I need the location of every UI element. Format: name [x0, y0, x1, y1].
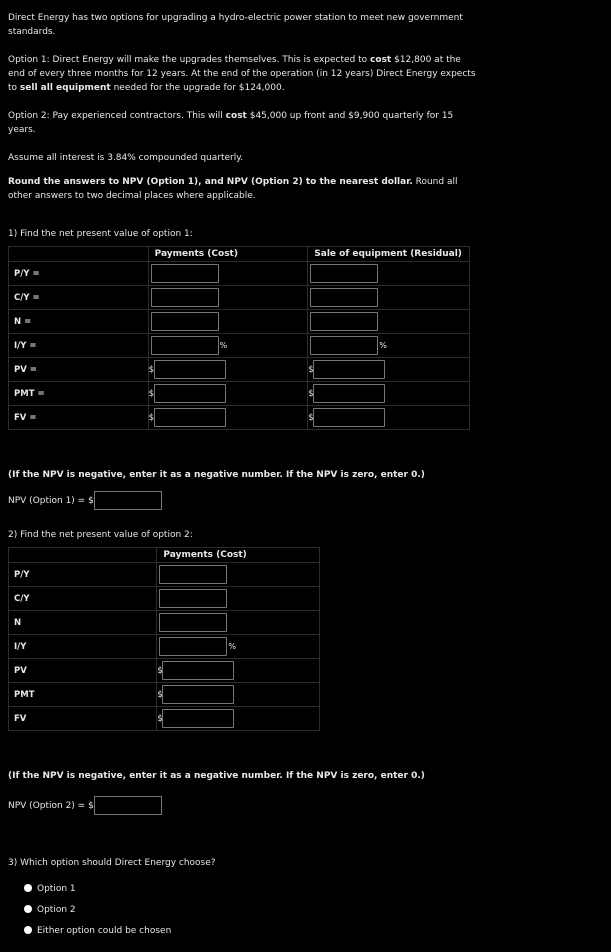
rounding-bold: Round the answers to NPV (Option 1), and NPV (Option 2) to the nearest dollar. [8, 177, 413, 187]
radio-option-2[interactable] [24, 903, 76, 917]
dollar-sign: $ [308, 388, 314, 399]
q1-header-payments: Payments (Cost) [148, 247, 308, 262]
q1-pmt-payments-input[interactable] [154, 384, 226, 403]
q2-title: 2) Find the net present value of option 2: [8, 530, 193, 540]
q2-row-label: I/Y [9, 635, 157, 659]
q2-cell [157, 683, 320, 707]
q2-row-label: C/Y [9, 587, 157, 611]
option1-sell-bold: sell all equipment [19, 83, 111, 93]
q2-pv-input[interactable] [162, 661, 234, 680]
q2-cell [157, 707, 320, 731]
q2-table [8, 547, 320, 731]
q2-cell [157, 635, 320, 659]
q1-cell [308, 286, 470, 310]
q1-cy-sale-input[interactable] [310, 288, 378, 307]
option1-description [8, 53, 478, 95]
option1-text-e: needed for the upgrade for $124,000. [110, 83, 285, 93]
q2-row-label: PMT [9, 683, 157, 707]
q2-cy-input[interactable] [159, 589, 227, 608]
q2-cell [157, 563, 320, 587]
q1-row-label: C/Y = [9, 286, 149, 310]
dollar-sign: $ [157, 713, 163, 724]
intro-text: Direct Energy has two options for upgrading a hydro-electric power station to meet new government standards. [8, 13, 463, 37]
q2-cell [157, 611, 320, 635]
q1-cell [148, 262, 308, 286]
q2-row-label: N [9, 611, 157, 635]
option2-description [8, 109, 478, 137]
q1-cy-payments-input[interactable] [151, 288, 219, 307]
dollar-sign: $ [148, 412, 155, 423]
dollar-sign: $ [308, 412, 314, 423]
q2-npv-note: (If the NPV is negative, enter it as a negative number. If the NPV is zero, enter 0.) [8, 771, 425, 781]
q1-table [8, 246, 470, 430]
interest-statement: Assume all interest is 3.84% compounded quarterly. [8, 153, 244, 163]
option2-text-c: $45,000 up front and $9,900 quarterly for 15 years. [8, 111, 454, 135]
q2-py-input[interactable] [159, 565, 227, 584]
q2-cell [157, 587, 320, 611]
q1-npv-note: (If the NPV is negative, enter it as a negative number. If the NPV is zero, enter 0.) [8, 470, 425, 480]
q1-cell [148, 310, 308, 334]
q1-cell [308, 310, 470, 334]
q1-npv-label: NPV (Option 1) = $ [8, 496, 94, 506]
radio-label: Either option could be chosen [37, 926, 172, 936]
option2-text-a: Option 2: Pay experienced contractors. This will [8, 111, 226, 121]
q1-header-sale: Sale of equipment (Residual) [308, 247, 470, 262]
radio-option-1[interactable] [24, 882, 76, 896]
dollar-sign: $ [308, 364, 314, 375]
dollar-sign: $ [148, 388, 155, 399]
q1-n-payments-input[interactable] [151, 312, 219, 331]
q2-row-label: FV [9, 707, 157, 731]
q1-pv-sale-input[interactable] [313, 360, 385, 379]
percent-sign: % [379, 340, 387, 350]
q1-cell [308, 262, 470, 286]
rounding-rest: Round all other answers to two decimal places where applicable. [8, 177, 458, 201]
q1-title: 1) Find the net present value of option 1: [8, 229, 193, 239]
npv-option1-input[interactable] [94, 491, 162, 510]
dollar-sign: $ [157, 665, 163, 676]
q2-header-blank [9, 548, 157, 563]
intro-paragraph [8, 11, 478, 39]
q1-n-sale-input[interactable] [310, 312, 378, 331]
q2-header-payments: Payments (Cost) [157, 548, 320, 563]
q1-row-label: PV = [9, 358, 149, 382]
option1-text-c: $12,800 at the end of every three months for 12 years. At the end of the operation (in 12 years) Direct Energy expects to [8, 55, 476, 93]
q2-fv-input[interactable] [162, 709, 234, 728]
q1-row-label: P/Y = [9, 262, 149, 286]
q1-row-label: I/Y = [9, 334, 149, 358]
q2-n-input[interactable] [159, 613, 227, 632]
q1-header-blank [9, 247, 149, 262]
q1-cell [148, 334, 308, 358]
q1-fv-payments-input[interactable] [154, 408, 226, 427]
dollar-sign: $ [148, 364, 155, 375]
q1-cell [148, 358, 308, 382]
q1-cell [148, 286, 308, 310]
q3-title: 3) Which option should Direct Energy choose? [8, 858, 216, 868]
q1-npv-row [8, 491, 162, 510]
q1-cell [308, 358, 470, 382]
q1-row-label: N = [9, 310, 149, 334]
q1-pmt-sale-input[interactable] [313, 384, 385, 403]
q2-row-label: PV [9, 659, 157, 683]
q2-npv-row [8, 796, 162, 815]
npv-option2-input[interactable] [94, 796, 162, 815]
q2-row-label: P/Y [9, 563, 157, 587]
q2-npv-label: NPV (Option 2) = $ [8, 801, 94, 811]
radio-option-either[interactable] [24, 924, 171, 938]
percent-sign: % [219, 340, 228, 350]
q1-cell [308, 406, 470, 430]
radio-label: Option 1 [37, 884, 76, 894]
radio-button-icon[interactable] [24, 905, 32, 913]
q1-cell [308, 334, 470, 358]
option2-cost-bold: cost [225, 111, 247, 121]
dollar-sign: $ [157, 689, 163, 700]
q1-py-sale-input[interactable] [310, 264, 378, 283]
q1-iy-payments-input[interactable] [151, 336, 219, 355]
q1-fv-sale-input[interactable] [313, 408, 385, 427]
q1-cell [148, 382, 308, 406]
rounding-instructions [8, 175, 478, 203]
radio-button-icon[interactable] [24, 884, 32, 892]
q1-cell [148, 406, 308, 430]
q2-iy-input[interactable] [159, 637, 227, 656]
radio-button-icon[interactable] [24, 926, 32, 934]
q1-cell [308, 382, 470, 406]
option1-text-a: Option 1: Direct Energy will make the upgrades themselves. This is expected to [8, 55, 371, 65]
q2-cell [157, 659, 320, 683]
radio-label: Option 2 [37, 905, 76, 915]
q1-row-label: FV = [9, 406, 149, 430]
option1-cost-bold: cost [370, 55, 392, 65]
q2-pmt-input[interactable] [162, 685, 234, 704]
q1-row-label: PMT = [9, 382, 149, 406]
q1-pv-payments-input[interactable] [154, 360, 226, 379]
percent-sign: % [228, 641, 237, 651]
q1-iy-sale-input[interactable] [310, 336, 378, 355]
q1-py-payments-input[interactable] [151, 264, 219, 283]
